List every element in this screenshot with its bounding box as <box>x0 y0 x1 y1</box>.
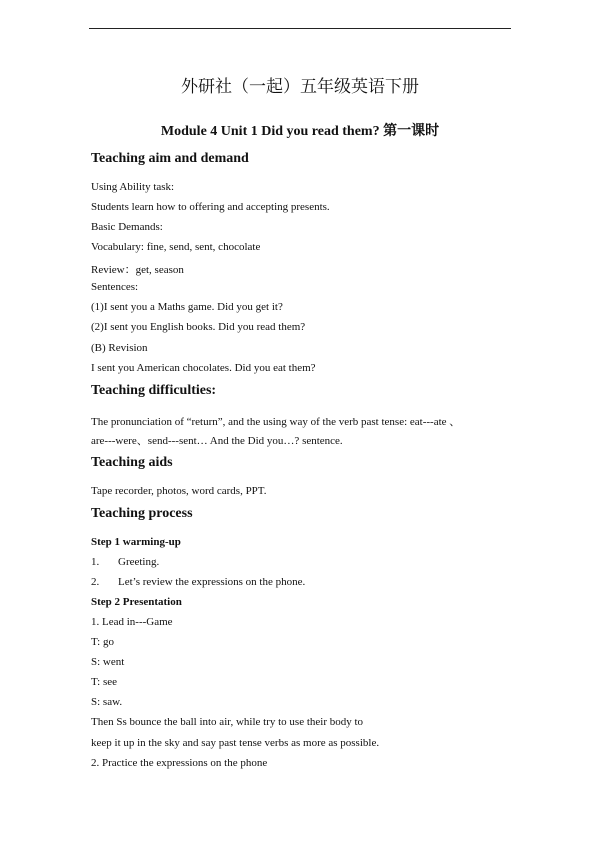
aim-line: Basic Demands: <box>91 221 163 233</box>
difficulties-line: The pronunciation of “return”, and the using way of the verb past tense: eat---ate 、 <box>91 416 461 428</box>
step-2-line: S: went <box>91 656 125 668</box>
heading-aim: Teaching aim and demand <box>91 151 249 166</box>
aim-line: Using Ability task: <box>91 181 175 193</box>
aim-line: Review：get, season <box>91 264 184 276</box>
aids-line: Tape recorder, photos, word cards, PPT. <box>91 485 267 497</box>
list-item: Greeting. <box>118 556 160 568</box>
step-2-line: keep it up in the sky and say past tense verbs as more as possible. <box>91 737 380 749</box>
step-2-line: T: go <box>91 636 114 648</box>
step-2-line: 2. Practice the expressions on the phone <box>91 757 268 769</box>
aim-line: I sent you American chocolates. Did you eat them? <box>91 362 316 374</box>
heading-aids: Teaching aids <box>91 455 173 470</box>
step-2-line: T: see <box>91 676 118 688</box>
aim-line: Students learn how to offering and accepting presents. <box>91 201 330 213</box>
aim-line: (2)I sent you English books. Did you read them? <box>91 321 306 333</box>
lesson-subtitle: Module 4 Unit 1 Did you read them? 第一课时 <box>160 124 440 139</box>
aim-line: (1)I sent you a Maths game. Did you get it? <box>91 301 283 313</box>
list-item: Let’s review the expressions on the phone. <box>118 576 306 588</box>
list-number: 2. <box>91 576 100 588</box>
step-2-line: 1. Lead in---Game <box>91 616 173 628</box>
step-2-line: S: saw. <box>91 696 123 708</box>
top-rule <box>89 28 511 29</box>
aim-line: (B) Revision <box>91 342 148 354</box>
heading-difficulties: Teaching difficulties: <box>91 383 217 398</box>
difficulties-line: are---were、send---sent… And the Did you…? sentence. <box>91 435 343 447</box>
aim-line: Vocabulary: fine, send, sent, chocolate <box>91 241 261 253</box>
list-number: 1. <box>91 556 100 568</box>
step-2-title: Step 2 Presentation <box>91 596 182 608</box>
step-1-title: Step 1 warming-up <box>91 536 181 548</box>
document-title: 外研社（一起）五年级英语下册 <box>181 77 419 96</box>
step-2-line: Then Ss bounce the ball into air, while try to use their body to <box>91 716 364 728</box>
heading-process: Teaching process <box>91 506 193 521</box>
aim-line: Sentences: <box>91 281 139 293</box>
